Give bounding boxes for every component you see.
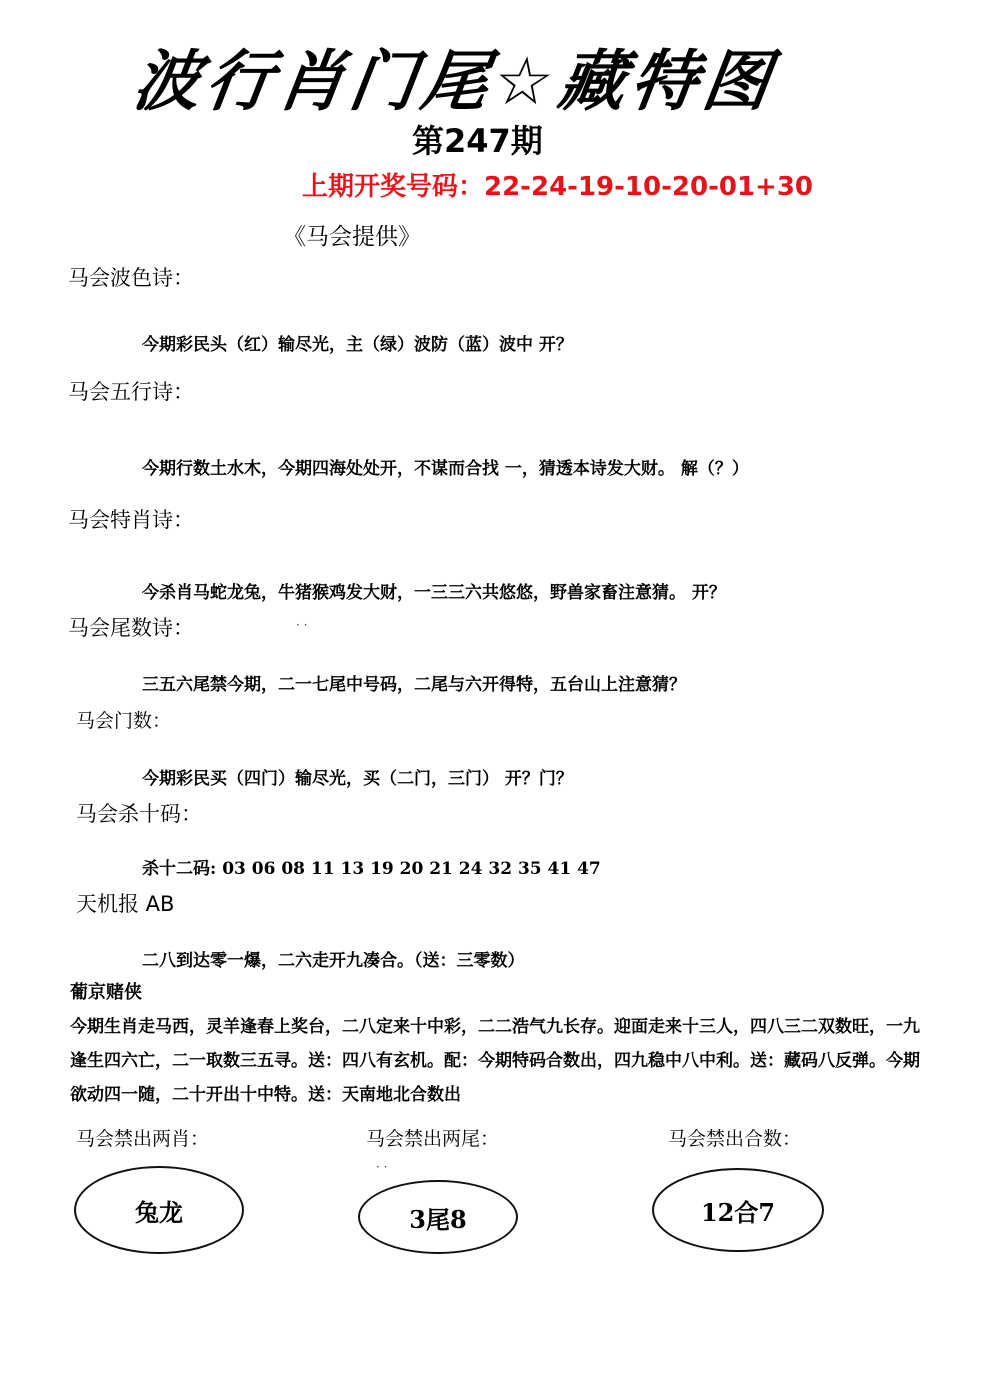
scan-dots: · · bbox=[376, 1160, 388, 1174]
answer-label-zodiac: 马会禁出两肖： bbox=[76, 1128, 210, 1150]
section-verse-tail-number: 三五六尾禁今期，二一七尾中号码，二尾与六开得特，五台山上注意猜？ bbox=[142, 675, 686, 695]
page-title: 波行肖门尾☆藏特图 bbox=[128, 43, 781, 120]
section-heading-special-zodiac: 马会特肖诗： bbox=[68, 508, 194, 532]
section-verse-door-number: 今期彩民买（四门）输尽光，买（二门，三门） 开？门？ bbox=[142, 769, 573, 789]
answer-value-tail: 3尾8 bbox=[409, 1204, 467, 1234]
section-heading-kill-ten: 马会杀十码： bbox=[76, 802, 202, 826]
answer-value-zodiac: 兔龙 bbox=[135, 1197, 183, 1227]
section-verse-tianji: 二八到达零一爆，二六走开九凑合。（送：三零数） bbox=[142, 951, 525, 971]
section-verse-wave-color: 今期彩民头（红）输尽光，主（绿）波防（蓝）波中 开？ bbox=[142, 335, 573, 355]
answer-label-sum: 马会禁出合数： bbox=[668, 1128, 802, 1150]
provider-label: 《马会提供》 bbox=[283, 224, 421, 250]
section-heading-door-number: 马会门数： bbox=[76, 710, 172, 732]
gambler-text: 今期生肖走马西，灵羊逢春上奖台，二八定来十中彩，二二浩气九长存。迎面走来十三人，四八三二双数旺，一九逢生四六亡，二一取数三五寻。送：四八有玄机。配：今期特码合数出，四九稳中八中利。送：藏码八反弹。今期欲动四一随，二十开出十中特。送：天南地北合数出 bbox=[70, 1017, 920, 1105]
scan-dots: · · bbox=[296, 618, 308, 632]
answer-oval-zodiac bbox=[74, 1166, 244, 1254]
answer-oval-sum bbox=[652, 1168, 824, 1252]
gambler-heading: 葡京赌侠 bbox=[70, 982, 142, 1003]
section-verse-five-elements: 今期行数土水木，今期四海处处开，不谋而合找 一，猜透本诗发大财。 解（？） bbox=[142, 459, 749, 479]
answer-value-sum: 12合7 bbox=[700, 1197, 776, 1227]
section-heading-five-elements: 马会五行诗： bbox=[68, 380, 194, 404]
section-heading-tianji: 天机报 AB bbox=[76, 892, 175, 916]
answer-label-tail: 马会禁出两尾： bbox=[366, 1128, 500, 1150]
section-verse-special-zodiac: 今杀肖马蛇龙兔，牛猪猴鸡发大财，一三三六共悠悠，野兽家畜注意猜。 开？ bbox=[142, 583, 726, 603]
section-heading-wave-color: 马会波色诗： bbox=[68, 266, 194, 290]
last-draw-numbers: 上期开奖号码：22-24-19-10-20-01+30 bbox=[302, 172, 814, 202]
section-verse-kill-ten: 杀十二码: 03 06 08 11 13 19 20 21 24 32 35 41 47 bbox=[142, 859, 601, 879]
issue-number: 第247期 bbox=[412, 122, 543, 160]
answer-oval-tail bbox=[358, 1180, 518, 1254]
section-heading-tail-number: 马会尾数诗： bbox=[68, 616, 194, 640]
